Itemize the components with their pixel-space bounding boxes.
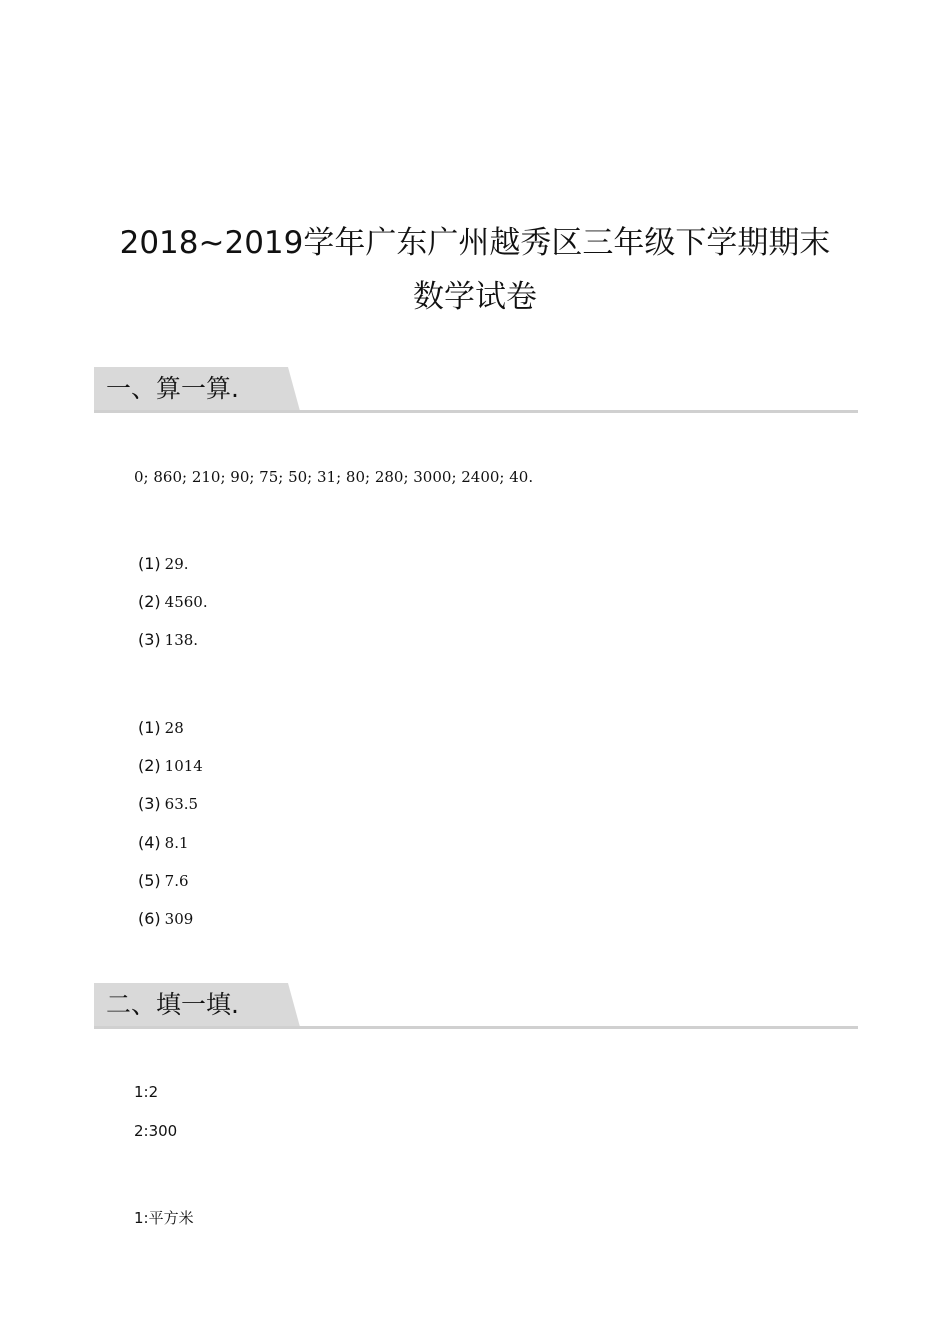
item-number: (1) [138, 554, 161, 573]
fill-answer: 1:平方米 [134, 1209, 194, 1227]
answer-item [138, 832, 189, 854]
item-number: (5) [138, 871, 161, 890]
section-header-1 [94, 367, 858, 413]
item-value: 1014 [164, 757, 203, 775]
section-divider [94, 1026, 858, 1029]
section-title: 一、算一算. [106, 374, 239, 403]
fill-answer: 1:2 [134, 1083, 159, 1101]
fill-answer: 2:300 [134, 1122, 178, 1140]
answer-item [138, 908, 193, 930]
item-value: 63.5 [164, 795, 199, 813]
answer-item [138, 793, 198, 815]
item-number: (3) [138, 794, 161, 813]
answer-item [138, 629, 198, 651]
item-number: (6) [138, 909, 161, 928]
document-title-line1: 2018~2019学年广东广州越秀区三年级下学期期末 [119, 225, 831, 261]
item-value: 138. [164, 631, 199, 649]
item-value: 309 [164, 910, 194, 928]
item-value: 29. [164, 555, 189, 573]
answers-line: 0; 860; 210; 90; 75; 50; 31; 80; 280; 3000; 2400; 40. [134, 468, 534, 486]
item-number: (4) [138, 833, 161, 852]
item-value: 7.6 [164, 872, 189, 890]
answer-item [138, 591, 208, 613]
answer-item [138, 870, 189, 892]
item-number: (2) [138, 756, 161, 775]
answer-item [138, 553, 189, 575]
item-value: 4560. [164, 593, 208, 611]
section-title: 二、填一填. [106, 990, 239, 1019]
document-title-line2: 数学试卷 [413, 279, 537, 315]
section-header-2 [94, 983, 858, 1029]
answer-item [138, 755, 203, 777]
item-value: 28 [164, 719, 184, 737]
item-number: (1) [138, 718, 161, 737]
item-number: (2) [138, 592, 161, 611]
section-divider [94, 410, 858, 413]
answer-item [138, 717, 184, 739]
item-number: (3) [138, 630, 161, 649]
item-value: 8.1 [164, 834, 189, 852]
